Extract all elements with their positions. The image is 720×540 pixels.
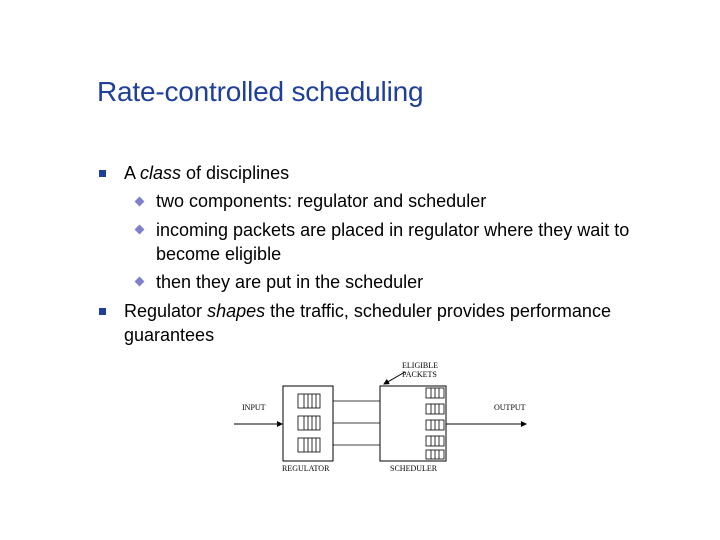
sub-bullet-1: two components: regulator and scheduler	[156, 191, 487, 211]
input-label: INPUT	[242, 403, 266, 412]
bullet-2-post: the traffic, scheduler provides performance	[265, 301, 611, 321]
slide-title: Rate-controlled scheduling	[97, 76, 424, 107]
square-bullet-icon	[99, 170, 106, 177]
regulator-label: REGULATOR	[282, 464, 330, 473]
sub-bullet-2-line-1: incoming packets are placed in regulator where they wait to	[156, 220, 630, 240]
eligible-label-line-2: PACKETS	[402, 370, 437, 379]
square-bullet-icon	[99, 308, 106, 315]
bullet-1-pre: A	[124, 163, 141, 183]
diamond-bullet-icon	[135, 225, 145, 235]
sub-bullet-2-line-2: become eligible	[156, 244, 282, 264]
output-label: OUTPUT	[494, 403, 526, 412]
diamond-bullet-icon	[135, 197, 145, 207]
bullet-1-post: of disciplines	[181, 163, 290, 183]
bullet-2-text	[124, 299, 611, 323]
bullet-1-text	[124, 161, 289, 185]
bullet-1-emphasis: class	[140, 163, 182, 183]
scheduler-label: SCHEDULER	[390, 464, 438, 473]
bullet-2-pre: Regulator	[124, 301, 208, 321]
bullet-2-emphasis: shapes	[207, 301, 266, 321]
eligible-label-line-1: ELIGIBLE	[402, 361, 438, 370]
regulator-to-scheduler-lines	[333, 401, 380, 445]
bullet-2-line-2: guarantees	[124, 325, 215, 345]
diamond-bullet-icon	[135, 277, 145, 287]
sub-bullet-3: then they are put in the scheduler	[156, 272, 424, 292]
regulator-scheduler-diagram	[230, 358, 530, 478]
